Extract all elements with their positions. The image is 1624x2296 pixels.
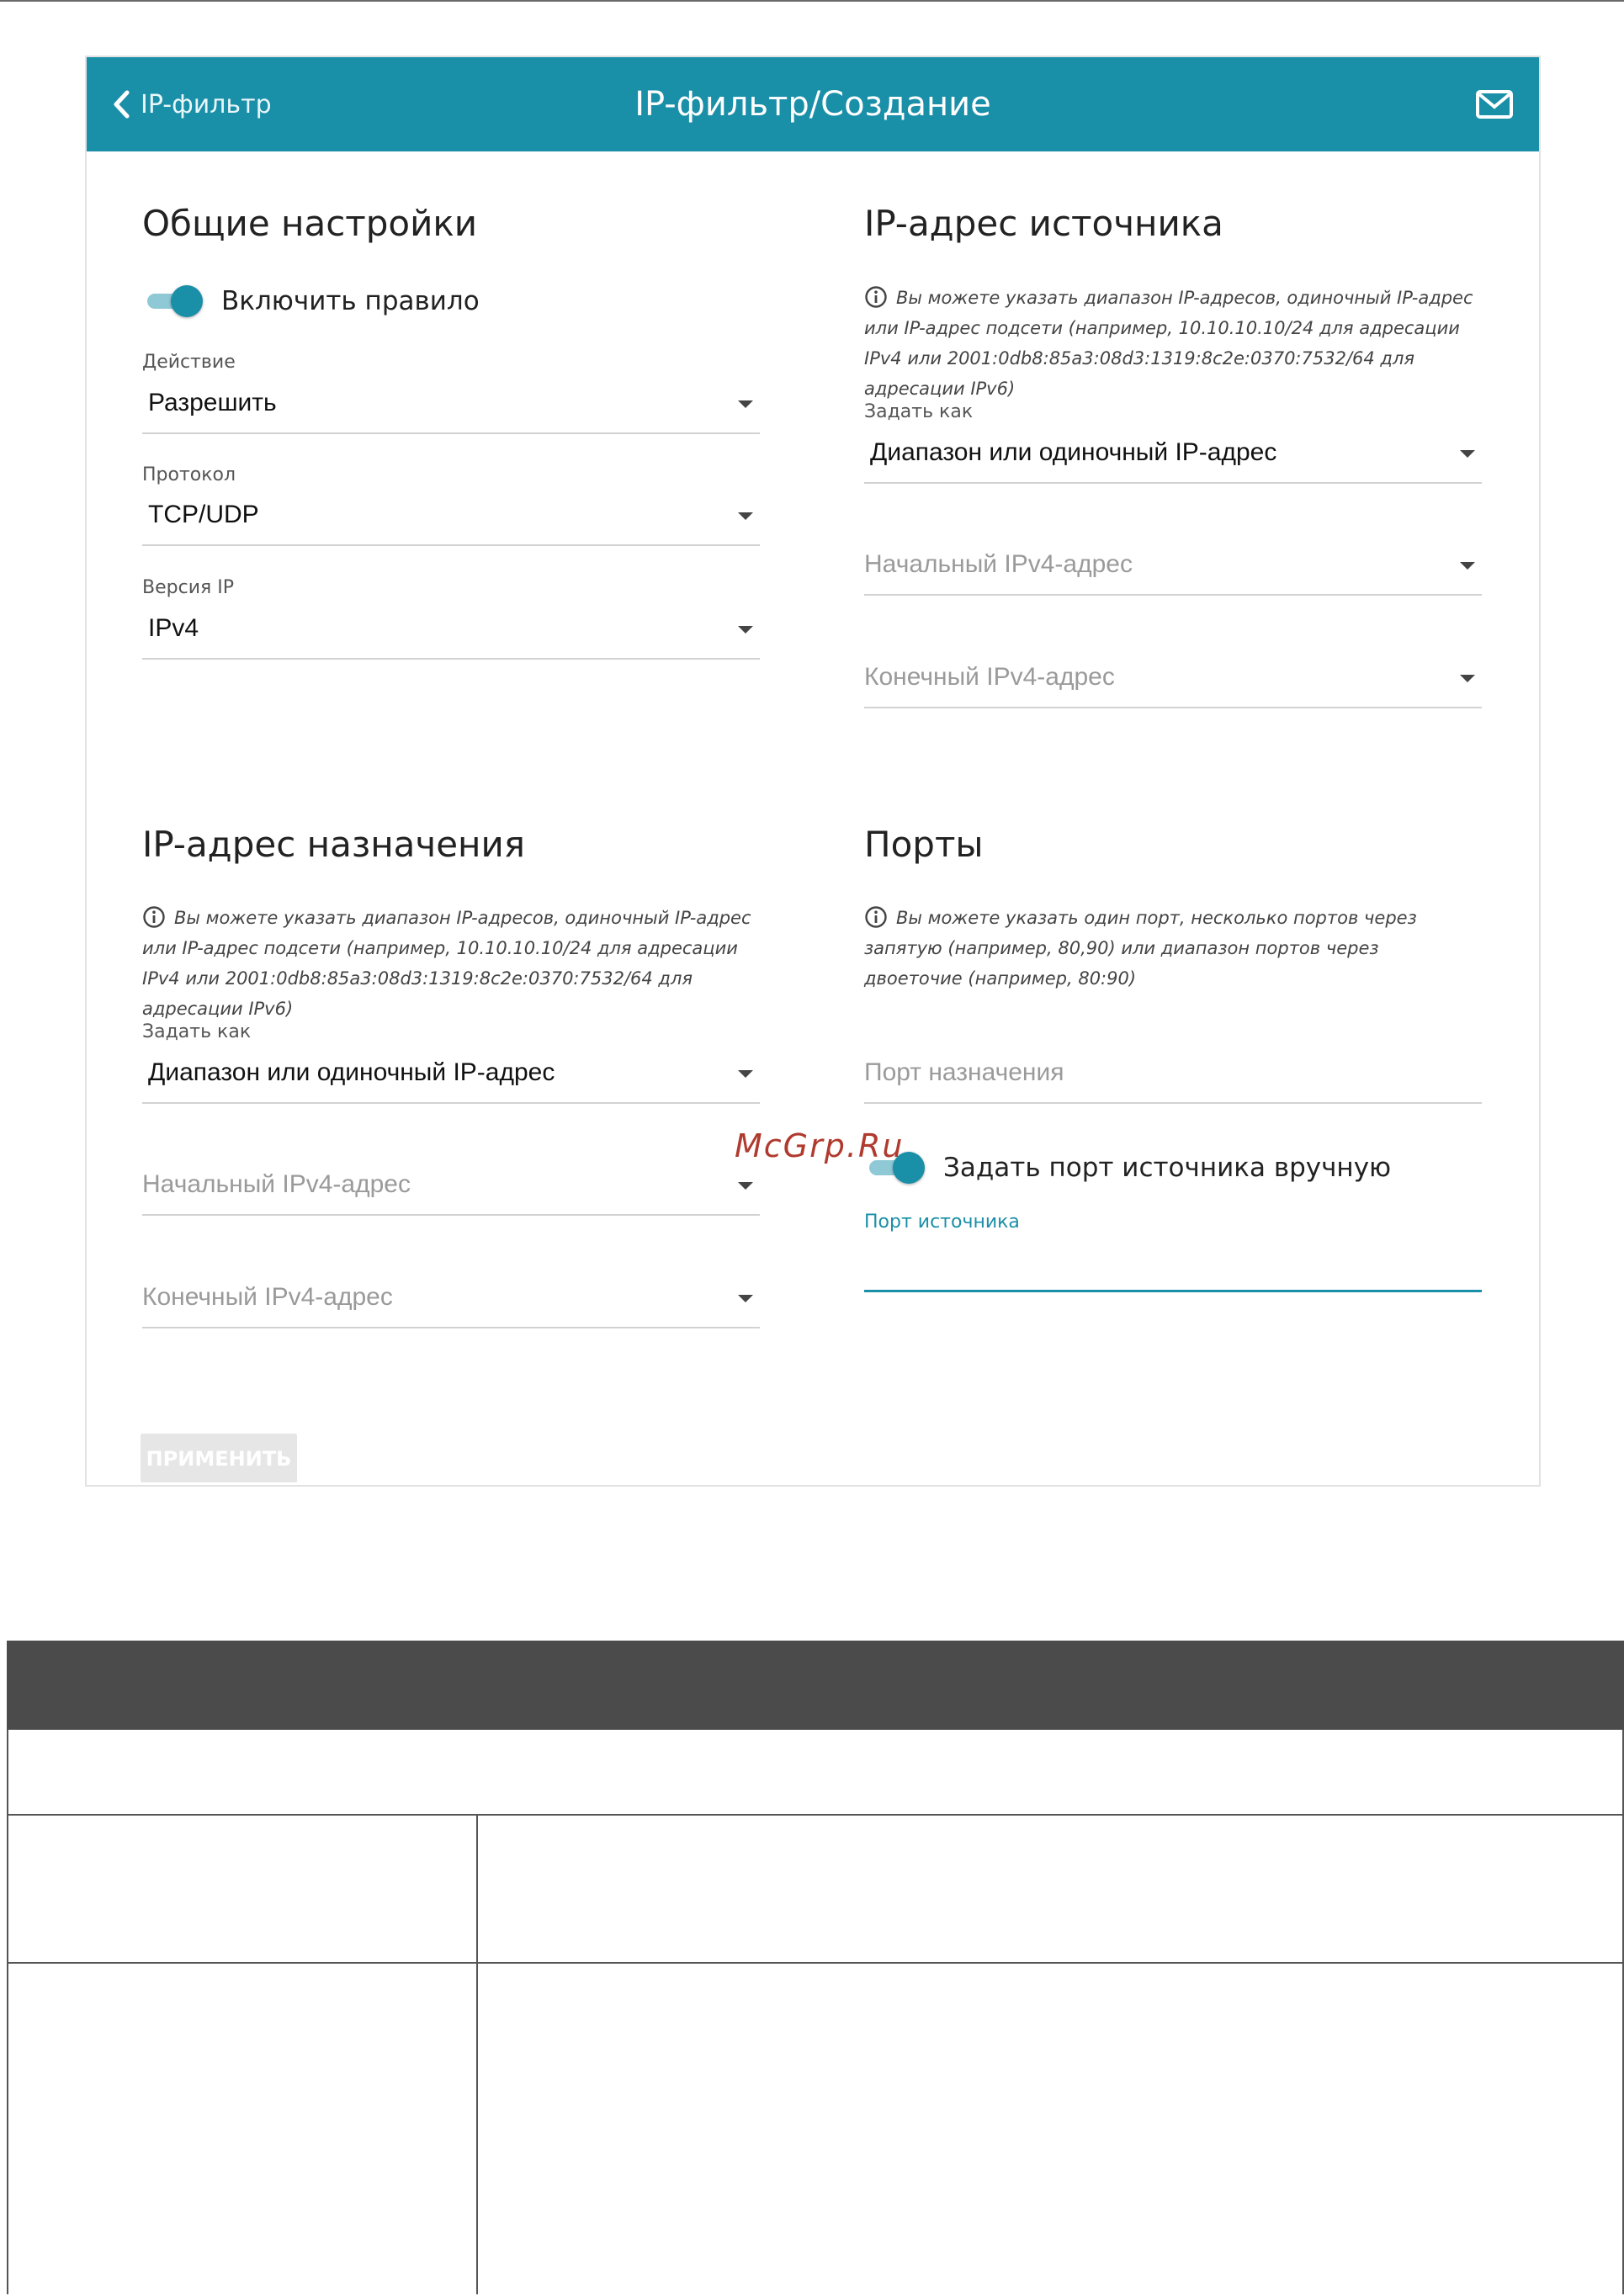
- destination-end-ip-select[interactable]: [142, 1276, 760, 1328]
- action-select[interactable]: [142, 382, 760, 434]
- info-icon: [864, 905, 888, 929]
- ports-info-text: Вы можете указать один порт, несколько портов через запятую (например, 80,90) или диапазон портов через двоеточие (например, 80:90): [864, 908, 1417, 989]
- source-set-as-select[interactable]: [864, 432, 1482, 484]
- top-rule: [0, 0, 1624, 2]
- destination-ip-title: IP-адрес назначения: [142, 824, 526, 865]
- caret-down-icon: [738, 512, 753, 520]
- source-ip-title: IP-адрес источника: [864, 203, 1223, 244]
- caret-down-icon: [738, 1182, 753, 1190]
- protocol-label: Протокол: [142, 464, 236, 485]
- destination-set-as-label: Задать как: [142, 1021, 252, 1042]
- general-settings-title: Общие настройки: [142, 203, 478, 244]
- caret-down-icon: [738, 1070, 753, 1078]
- protocol-select[interactable]: [142, 494, 760, 546]
- table-header: [7, 1641, 1624, 1730]
- destination-ip-info: [142, 903, 760, 1024]
- destination-start-ip-select[interactable]: [142, 1164, 760, 1216]
- column-divider: [476, 1816, 478, 1962]
- ports-info: [864, 903, 1482, 994]
- ports-title: Порты: [864, 824, 984, 865]
- caret-down-icon: [738, 400, 753, 408]
- destination-port-input[interactable]: [864, 1052, 1482, 1104]
- manual-source-port-label: Задать порт источника вручную: [943, 1153, 1392, 1183]
- source-set-as-value: Диапазон или одиночный IP-адрес: [870, 438, 1277, 466]
- destination-set-as-value: Диапазон или одиночный IP-адрес: [148, 1058, 555, 1086]
- ip-version-select[interactable]: [142, 607, 760, 660]
- page-header: [87, 57, 1539, 151]
- ip-version-label: Версия IP: [142, 577, 234, 598]
- destination-ip-info-text: Вы можете указать диапазон IP-адресов, одиночный IP-адрес или IP-адрес подсети (например, 10.10.10.10/24 для адресации IPv4 или 2001:0db8:85a3:08d3:1319:8c2e:0370:7532/64 для адресации IPv6): [142, 908, 751, 1019]
- source-ip-info: [864, 283, 1482, 404]
- back-label: IP-фильтр: [141, 89, 272, 119]
- info-icon: [864, 285, 888, 309]
- destination-set-as-select[interactable]: [142, 1052, 760, 1104]
- caret-down-icon: [738, 1295, 753, 1302]
- mail-icon[interactable]: [1475, 87, 1514, 121]
- table-row: [7, 1816, 1624, 1964]
- apply-button[interactable]: ПРИМЕНИТЬ: [141, 1434, 297, 1482]
- column-divider: [476, 1964, 478, 2294]
- source-port-label: Порт источника: [864, 1212, 1020, 1233]
- protocol-value: TCP/UDP: [148, 501, 259, 528]
- table-row: [7, 1730, 1624, 1816]
- table-row: [7, 1964, 1624, 2294]
- watermark: McGrp.Ru: [735, 1127, 905, 1164]
- source-start-ip-select[interactable]: [864, 544, 1482, 596]
- destination-start-ip-placeholder: Начальный IPv4-адрес: [142, 1170, 411, 1198]
- enable-rule-toggle[interactable]: [147, 289, 201, 313]
- source-start-ip-placeholder: Начальный IPv4-адрес: [864, 550, 1133, 578]
- destination-end-ip-placeholder: Конечный IPv4-адрес: [142, 1283, 393, 1311]
- ip-version-value: IPv4: [148, 614, 199, 642]
- source-port-input[interactable]: [864, 1239, 1482, 1292]
- info-icon: [142, 905, 166, 929]
- source-end-ip-select[interactable]: [864, 656, 1482, 708]
- page-title: IP-фильтр/Создание: [634, 85, 991, 124]
- caret-down-icon: [1460, 562, 1475, 570]
- action-value: Разрешить: [148, 389, 277, 416]
- source-end-ip-placeholder: Конечный IPv4-адрес: [864, 663, 1115, 691]
- action-label: Действие: [142, 352, 236, 373]
- caret-down-icon: [738, 626, 753, 634]
- caret-down-icon: [1460, 450, 1475, 458]
- router-ui-screenshot: [85, 56, 1541, 1487]
- enable-rule-label: Включить правило: [221, 286, 480, 316]
- destination-port-placeholder: Порт назначения: [864, 1058, 1064, 1086]
- source-ip-info-text: Вы можете указать диапазон IP-адресов, одиночный IP-адрес или IP-адрес подсети (например, 10.10.10.10/24 для адресации IPv4 или 2001:0db8:85a3:08d3:1319:8c2e:0370:7532/64 для адресации IPv6): [864, 288, 1473, 399]
- source-set-as-label: Задать как: [864, 401, 974, 422]
- caret-down-icon: [1460, 675, 1475, 682]
